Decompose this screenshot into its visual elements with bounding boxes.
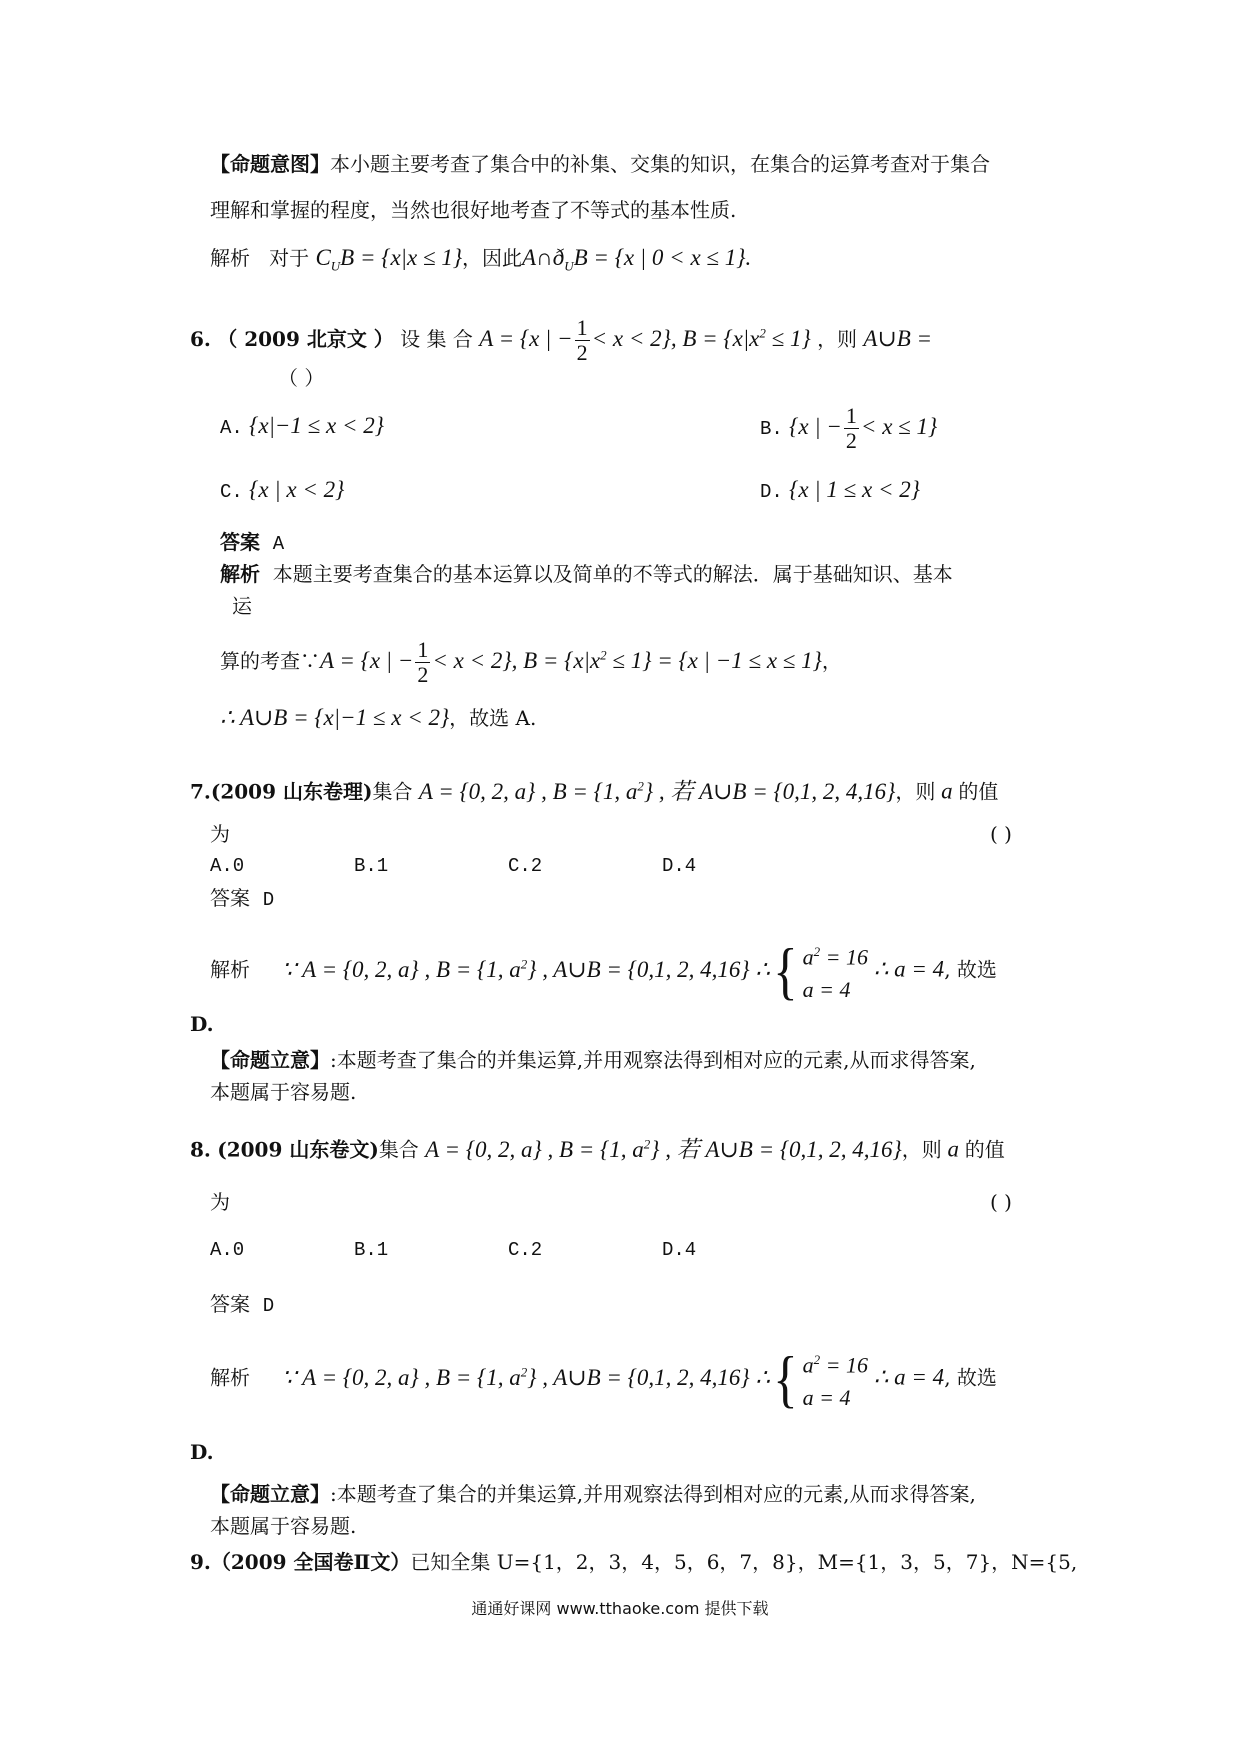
intent-line-1 [210,150,990,178]
q6-analysis [220,560,953,588]
q8-analysis: 解析 ∵ A = {0, 2, a} , B = {1, $a^2$} , A∪B = {0,1, 2, 4,16} ∴{ $a^2 = 16$ a = 4 ∴ a = 4, 故选 [210,1343,997,1415]
q6-option-d [760,476,920,506]
q8-d-line: D. [190,1440,214,1464]
q9-stem-text: 已知全集 U={1，2，3，4，5，6，7，8}，M={1，3，5，7}，N={5, [410,1550,1078,1574]
option-expr: {x | x < 2} [249,477,345,502]
q7-set-expressions: A = {0, 2, a} , B = {1, $a^2$} , 若 A∪B = {0,1, 2, 4,16} [418,778,896,804]
q7-option-d: D.4 [662,855,697,877]
intersection-expression: $A\cap ð_UB = \{x$ | 0 < x ≤ 1}. [522,245,752,274]
lead-text-1: :本题考查了集合的并集运算,并用观察法得到相对应的元素,从而求得答案, [330,1482,976,1506]
q6-union: A∪B = [863,326,933,351]
intro-analysis [210,244,751,281]
lead-label: 【命题立意】 [210,1482,330,1506]
q8-option-a: A.0 [210,1239,245,1261]
q8-blank: ( ) [990,1190,1012,1214]
q7-d-line: D. [190,1012,214,1036]
q7-stem-text: 集合 [372,779,413,804]
analysis-mid: ，因此 [462,246,523,270]
answer-label: 答案 [220,530,260,554]
q8-stem-tail2: 的值 [964,1137,1005,1162]
equation-system: $a^2 = 16$ a = 4 [802,944,869,1002]
q8-source: (2009 山东卷文) [217,1137,379,1162]
q9-stem [190,1548,1077,1576]
q7-stem-tail: ，则 [895,779,936,804]
option-letter: D. [760,481,783,503]
q6-analysis-line-2: 算的考查∵A = {x | − $\frac{1}{2}$ < x < 2}, $B = \{x|x^2 \le 1\} = \{x$ | −1 ≤ x ≤ 1}， [220,637,842,687]
analysis-tail: , 故选 [944,957,997,982]
q9-source: （2009 全国卷Ⅱ文） [210,1550,411,1574]
option-expr-prefix: {x | − [789,414,842,439]
q8-lead-1 [210,1480,976,1508]
answer-value: D [262,1295,275,1317]
analysis-pre: 对于 [269,246,310,270]
q6-analysis-wrap: 运 [232,594,252,618]
q8-stem-text: 集合 [378,1137,419,1162]
q6-option-a [220,412,384,442]
answer-label: 答案 [210,886,250,910]
q7-number: 7. [190,779,211,804]
q8-lead-2: 本题属于容易题. [210,1514,357,1538]
q8-wei: 为 [210,1190,230,1214]
intent-line-2: 理解和掌握的程度，当然也很好地考查了不等式的基本性质. [210,198,737,222]
q8-option-b: B.1 [354,1239,389,1261]
system-brace: { [773,935,798,1007]
q8-option-d: D.4 [662,1239,697,1261]
q6-blank: （ ） [278,366,325,390]
q7-stem: 7.(2009 山东卷理)集合 A = {0, 2, a} , B = {1, $a^2$} , 若 A∪B = {0,1, 2, 4,16}，则 a 的值 [190,778,999,804]
system-brace: { [773,1343,798,1415]
q7-option-b: B.1 [354,855,389,877]
answer-value: A [272,533,285,555]
lead-label: 【命题立意】 [210,1048,330,1072]
q8-stem-tail: ，则 [901,1137,942,1162]
q6-fraction-half: $\frac{1}{2}$ [576,315,588,365]
analysis-line2-pre: 算的考查∵ [220,649,320,673]
analysis-label: 解析 [220,562,260,586]
equation-system: $a^2 = 16$ a = 4 [802,1352,869,1410]
q7-stem-tail2: 的值 [958,779,999,804]
answer-value: D [262,889,275,911]
q7-option-c: C.2 [508,855,543,877]
answer-label: 答案 [210,1292,250,1316]
option-expr: < x ≤ 1} [860,414,938,439]
q7-wei: 为 [210,822,230,846]
q6-stem-text: 设 集 合 [400,327,473,351]
complement-expression: $C_UB = \{x|x \le 1\}$ [315,245,463,274]
q7-answer [210,884,274,914]
q7-blank: ( ) [990,822,1012,846]
option-letter: B. [760,418,783,440]
intent-text-1: 本小题主要考查了集合中的补集、交集的知识，在集合的运算考查对于集合 [330,152,990,176]
q6-set-A: A = {x | − [479,326,573,351]
q8-option-c: C.2 [508,1239,543,1261]
analysis-label: 解析 [210,1365,250,1390]
q6-source: （ 2009 北京文 ） [217,327,394,351]
q7-option-a: A.0 [210,855,245,877]
q6-answer [220,528,284,558]
lead-text-1: :本题考查了集合的并集运算,并用观察法得到相对应的元素,从而求得答案, [330,1048,976,1072]
q8-answer [210,1290,274,1320]
option-expr: {x | 1 ≤ x < 2} [789,477,920,502]
analysis-text: 本题主要考查集合的基本运算以及简单的不等式的解法．属于基础知识、基本 [272,562,953,586]
fraction-half: $\frac{1}{2}$ [417,637,429,687]
q6-stem: 6. （ 2009 北京文 ） 设 集 合 A = {x | − $\frac{1}{2}$ < x < 2}, $B = \{x|x^2 \le 1\}$ ，则 A∪B = [190,315,933,365]
conclusion-post: ，故选 A. [449,706,537,730]
option-expr: {x|−1 ≤ x < 2} [249,413,384,438]
q8-set-expressions: A = {0, 2, a} , B = {1, $a^2$} , 若 A∪B = {0,1, 2, 4,16} [425,1136,902,1162]
analysis-expression: ∵ A = {0, 2, a} , B = {1, $a^2$} , A∪B = {0,1, 2, 4,16} ∴ [281,956,770,982]
intent-label: 【命题意图】 [210,152,330,176]
option-letter: A. [220,417,243,439]
q6-number: 6. [190,327,211,351]
q7-source: (2009 山东卷理) [210,779,373,804]
q8-number: 8. [190,1137,211,1162]
analysis-label: 解析 [210,957,250,982]
q6-option-c [220,476,344,506]
option-fraction: $\frac{1}{2}$ [845,403,857,453]
page-footer: 通通好课网 www.tthaoke.com 提供下载 [471,1599,769,1618]
conclusion-expression: ∴ A∪B = {x|−1 ≤ x < 2} [220,705,450,730]
q9-number: 9. [190,1550,211,1574]
q8-stem: 8. (2009 山东卷文)集合 A = {0, 2, a} , B = {1, $a^2$} , 若 A∪B = {0,1, 2, 4,16}，则 a 的值 [190,1136,1005,1162]
q7-analysis: 解析 ∵ A = {0, 2, a} , B = {1, $a^2$} , A∪B = {0,1, 2, 4,16} ∴{ $a^2 = 16$ a = 4 ∴ a = 4, 故选 [210,935,997,1007]
q6-set-A-rest: < x < 2}, $B = \{x|x^2 \le 1\}$ [591,325,811,351]
q6-option-b [760,404,937,453]
q6-conclusion [220,704,536,732]
q7-lead-2: 本题属于容易题. [210,1080,357,1104]
option-letter: C. [220,481,243,503]
analysis-expression: < x < 2}, $B = \{x|x^2 \le 1\} = \{x$ | −1 ≤ x ≤ 1} [432,647,822,673]
analysis-tail: , 故选 [944,1365,997,1390]
analysis-label: 解析 [210,246,250,270]
q7-lead-1 [210,1046,976,1074]
analysis-expression: ∵ A = {0, 2, a} , B = {1, $a^2$} , A∪B = {0,1, 2, 4,16} ∴ [281,1364,770,1390]
